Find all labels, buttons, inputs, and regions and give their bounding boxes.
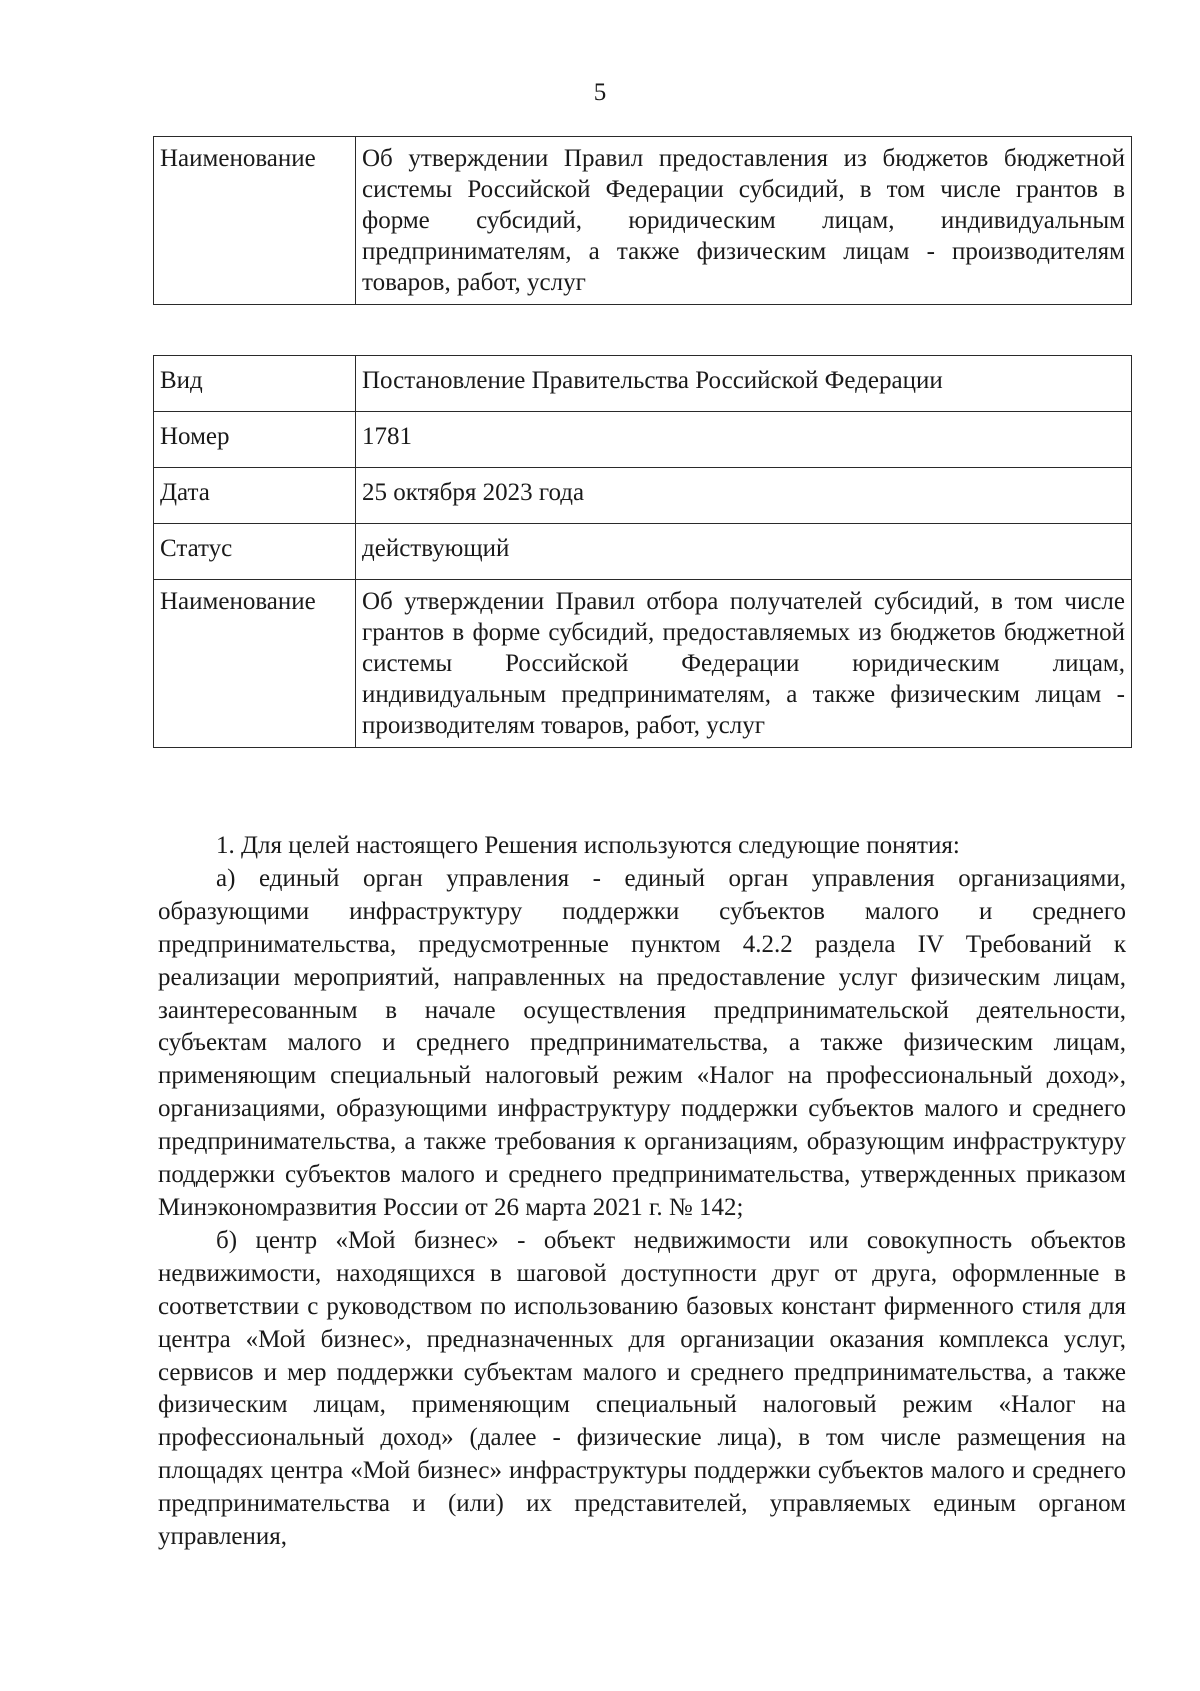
row-label-name: Наименование [154,137,356,305]
row-value-name: Об утверждении Правил предоставления из бюджетов бюджетной системы Российской Федерации субсидий, в том числе грантов в форме субсидий, юридическим лицам, индивидуальным предпринимателям, а также физическим лицам - производителям товаров, работ, услуг [356,137,1132,305]
table-row [154,137,1132,305]
row-label-type: Вид [154,356,356,412]
paragraph-intro: 1. Для целей настоящего Решения используются следующие понятия: [216,832,960,859]
row-value-name: Об утверждении Правил отбора получателей субсидий, в том числе грантов в форме субсидий, предоставляемых из бюджетов бюджетной системы Российской Федерации юридическим лицам, индивидуальным предпринимателям, а также физическим лицам - производителям товаров, работ, услуг [356,580,1132,748]
paragraph-definition-a: а) единый орган управления - единый орган управления организациями, образующими инфраструктуру поддержки субъектов малого и среднего предпринимательства, предусмотренные пунктом 4.2.2 раздела IV Требований к реализации мероприятий, направленных на предоставление услуг физическим лицам, заинтересованным в начале осуществления предпринимательской деятельности, субъектам малого и среднего предпринимательства, а также физическим лицам, применяющим специальный налоговый режим «Налог на профессиональный доход», организациями, образующими инфраструктуру поддержки субъектов малого и среднего предпринимательства, а также требования к организациям, образующим инфраструктуру поддержки субъектов малого и среднего предпринимательства, утвержденных приказом Минэкономразвития России от 26 марта 2021 г. № 142; [158,864,1126,1221]
document-info-table-1 [153,136,1132,305]
row-label-status: Статус [154,524,356,580]
document-body [158,830,1126,1554]
row-label-date: Дата [154,468,356,524]
row-label-number: Номер [154,412,356,468]
table-row [154,524,1132,580]
document-info-table-2 [153,355,1132,748]
paragraph-definition-b: б) центр «Мой бизнес» - объект недвижимости или совокупность объектов недвижимости, находящихся в шаговой доступности друг от друга, оформленные в соответствии с руководством по использованию базовых констант фирменного стиля для центра «Мой бизнес», предназначенных для организации оказания комплекса услуг, сервисов и мер поддержки субъектам малого и среднего предпринимательства, а также физическим лицам, применяющим специальный налоговый режим «Налог на профессиональный доход» (далее - физические лица), в том числе размещения на площадях центра «Мой бизнес» инфраструктуры поддержки субъектов малого и среднего предпринимательства и (или) их представителей, управляемых единым органом управления, [158,1226,1126,1551]
table-row [154,356,1132,412]
row-label-name: Наименование [154,580,356,748]
row-value-type: Постановление Правительства Российской Федерации [356,356,1132,412]
row-value-status: действующий [356,524,1132,580]
table-row [154,580,1132,748]
table-row [154,468,1132,524]
table-row [154,412,1132,468]
row-value-date: 25 октября 2023 года [356,468,1132,524]
row-value-number: 1781 [356,412,1132,468]
page-number: 5 [593,79,607,106]
